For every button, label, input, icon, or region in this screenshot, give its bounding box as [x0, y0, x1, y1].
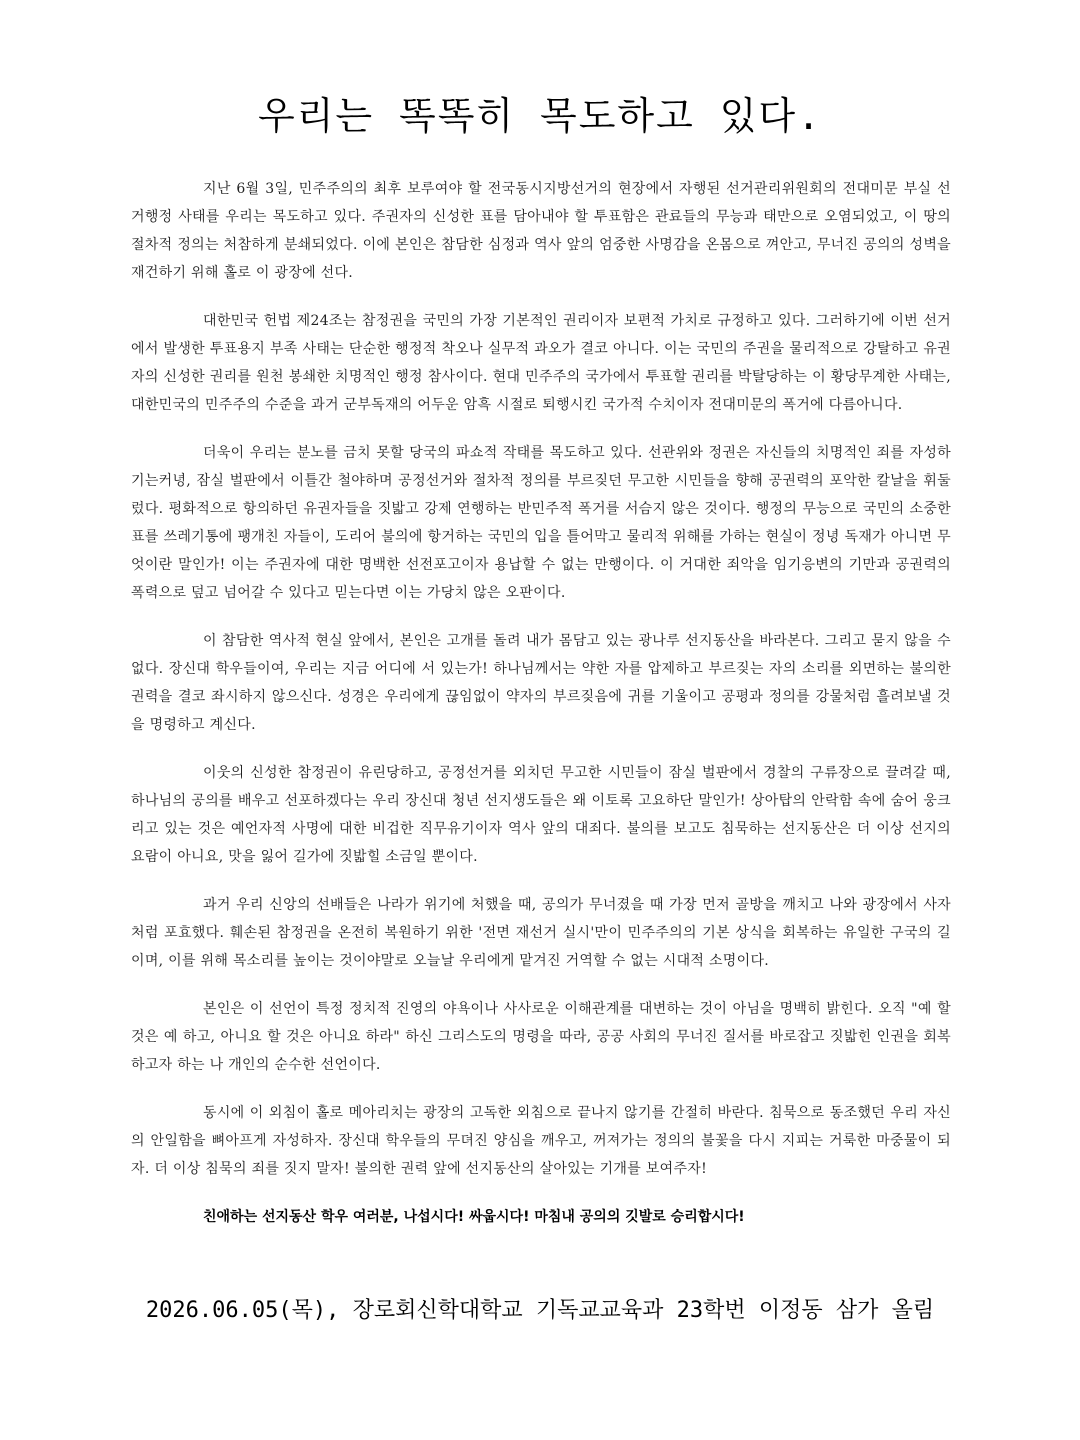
closing-appeal: 친애하는 선지동산 학우 여러분, 나섭시다! 싸웁시다! 마침내 공의의 깃발로 승리합시다!	[203, 1209, 745, 1225]
paragraph-5: 이웃의 신성한 참정권이 유린당하고, 공정선거를 외치던 무고한 시민들이 잠실 벌판에서 경찰의 구류장으로 끌려갈 때, 하나님의 공의를 배우고 선포하겠다는 우리 장신대 청년 선지생도들은 왜 이토록 고요하단 말인가! 상아탑의 안락함 속에 숨어 웅크리고 있는 것은 예언자적 사명에 대한 비겁한 직무유기이자 역사 앞의 대죄다. 불의를 보고도 침묵하는 선지동산은 더 이상 선지의 요람이 아니요, 맛을 잃어 길가에 짓밟힐 소금일 뿐이다.	[131, 765, 951, 865]
paragraph-2: 대한민국 헌법 제24조는 참정권을 국민의 가장 기본적인 권리이자 보편적 가치로 규정하고 있다. 그러하기에 이번 선거에서 발생한 투표용지 부족 사태는 단순한 행정적 착오나 실무적 과오가 결코 아니다. 이는 국민의 주권을 물리적으로 강탈하고 유권자의 신성한 권리를 원천 봉쇄한 치명적인 행정 참사이다. 현대 민주주의 국가에서 투표할 권리를 박탈당하는 이 황당무계한 사태는, 대한민국의 민주주의 수준을 과거 군부독재의 어두운 암흑 시절로 퇴행시킨 국가적 수치이자 전대미문의 폭거에 다름아니다.	[131, 313, 951, 413]
paragraph-7: 본인은 이 선언이 특정 정치적 진영의 야욕이나 사사로운 이해관계를 대변하는 것이 아님을 명백히 밝힌다. 오직 "예 할 것은 예 하고, 아니요 할 것은 아니요 하라" 하신 그리스도의 명령을 따라, 공공 사회의 무너진 질서를 바로잡고 짓밟힌 인권을 회복하고자 하는 나 개인의 순수한 선언이다.	[131, 1001, 951, 1073]
paragraph-4: 이 참담한 역사적 현실 앞에서, 본인은 고개를 돌려 내가 몸담고 있는 광나루 선지동산을 바라본다. 그리고 묻지 않을 수 없다. 장신대 학우들이여, 우리는 지금 어디에 서 있는가! 하나님께서는 약한 자를 압제하고 부르짖는 자의 소리를 외면하는 불의한 권력을 결코 좌시하지 않으신다. 성경은 우리에게 끊임없이 약자의 부르짖음에 귀를 기울이고 공평과 정의를 강물처럼 흘려보낼 것을 명령하고 계신다.	[131, 633, 951, 733]
paragraph-8: 동시에 이 외침이 홀로 메아리치는 광장의 고독한 외침으로 끝나지 않기를 간절히 바란다. 침묵으로 동조했던 우리 자신의 안일함을 뼈아프게 자성하자. 장신대 학우들의 무뎌진 양심을 깨우고, 꺼져가는 정의의 불꽃을 다시 지피는 거룩한 마중물이 되자. 더 이상 침묵의 죄를 짓지 말자! 불의한 권력 앞에 선지동산의 살아있는 기개를 보여주자!	[131, 1105, 951, 1177]
paragraph-1: 지난 6월 3일, 민주주의의 최후 보루여야 할 전국동시지방선거의 현장에서 자행된 선거관리위원회의 전대미문 부실 선거행정 사태를 우리는 목도하고 있다. 주권자의 신성한 표를 담아내야 할 투표함은 관료들의 무능과 태만으로 오염되었고, 이 땅의 절차적 정의는 처참하게 분쇄되었다. 이에 본인은 참담한 심정과 역사 앞의 엄중한 사명감을 온몸으로 껴안고, 무너진 공의의 성벽을 재건하기 위해 홀로 이 광장에 선다.	[131, 181, 951, 281]
document-title: 우리는 똑똑히 목도하고 있다.	[257, 94, 822, 138]
paragraph-6: 과거 우리 신앙의 선배들은 나라가 위기에 처했을 때, 공의가 무너졌을 때 가장 먼저 골방을 깨치고 나와 광장에서 사자처럼 포효했다. 훼손된 참정권을 온전히 복원하기 위한 '전면 재선거 실시'만이 민주주의의 기본 상식을 회복하는 유일한 구국의 길이며, 이를 위해 목소리를 높이는 것이야말로 오늘날 우리에게 맡겨진 거역할 수 없는 시대적 소명이다.	[131, 897, 951, 969]
signature-line: 2026.06.05(목), 장로회신학대학교 기독교교육과 23학번 이정동 삼가 올림	[145, 1298, 935, 1323]
paragraph-3: 더욱이 우리는 분노를 금치 못할 당국의 파쇼적 작태를 목도하고 있다. 선관위와 정권은 자신들의 치명적인 죄를 자성하기는커녕, 잠실 벌판에서 이틀간 철야하며 공정선거와 절차적 정의를 부르짖던 무고한 시민들을 향해 공권력의 포악한 칼날을 휘둘렀다. 평화적으로 항의하던 유권자들을 짓밟고 강제 연행하는 반민주적 폭거를 서슴지 않은 것이다. 행정의 무능으로 국민의 소중한 표를 쓰레기통에 팽개친 자들이, 도리어 불의에 항거하는 국민의 입을 틀어막고 물리적 위해를 가하는 현실이 정녕 독재가 아니면 무엇이란 말인가! 이는 주권자에 대한 명백한 선전포고이자 용납할 수 없는 만행이다. 이 거대한 죄악을 임기응변의 기만과 공권력의 폭력으로 덮고 넘어갈 수 있다고 믿는다면 이는 가당치 않은 오판이다.	[131, 445, 951, 601]
document-body	[131, 175, 951, 1231]
